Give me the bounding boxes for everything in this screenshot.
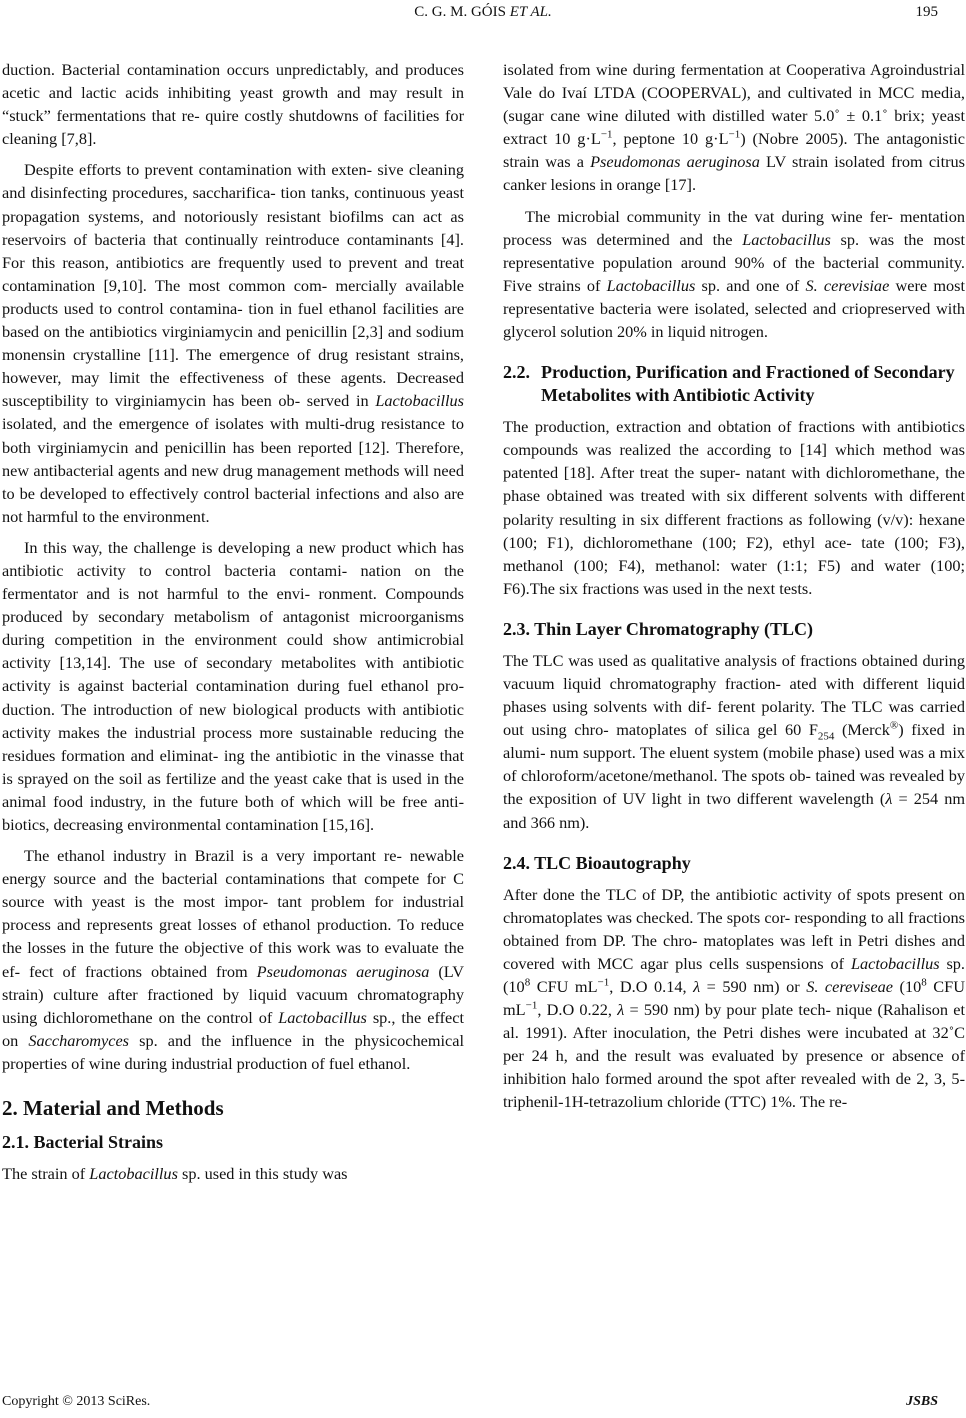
paragraph: In this way, the challenge is developing a new product which has antibiotic activity to control bacteria contami- nation on the fermentator and is not harmful to the envi- ronment. Compounds produced by secondary metabolism of antagonist microorganisms during competition in the environment could show antimicrobial activity [13,14]. The use of secondary metabolites with antibiotic activity is against bacterial contamination during fuel ethanol pro- duction. The introduction of new biological products with antibiotic activity makes the industrial process more sustainable reducing the residues formation and eliminat- ing the antibiotic in the vinasse that is sprayed on the soil as fertilize and the yeast cake that is used in the animal food industry, in the future both of which will be free anti- biotics, decreasing environmental contamination [15,16]. [2,537,464,834]
right-column [503,58,965,1122]
paragraph: The production, extraction and obtation of fractions with antibiotics compounds was realized the according to [14] which method was patented [18]. After treat the super- natant with dichloromethane, the phase obtained was treated with six different solvents with different polarity resulting in six different fractions as following (v/v): hexane (100; F1), dichloromethane (100; F2), ethyl ace- tate (100; F3), methanol (100; F4), methanol: water (1:1; F5) and water (100; F6).The six fractions was used in the next tests. [503,417,965,598]
paragraph: The ethanol industry in Brazil is a very important re- newable energy source and the bacterial contaminations that compete for C source with yeast is the most impor- tant problem for industrial process and represents great losses of ethanol production. To reduce the losses in the future the objective of this work was to evaluate the ef- fect of fractions obtained from Pseudomonas aeruginosa (LV strain) culture after fractioned by liquid vacuum chromatography using dichloromethane on the control of Lactobacillus sp., the effect on Saccharomyces sp. and the influence in the physicochemical properties of wine during industrial production of fuel ethanol. [2,846,465,1073]
journal-abbrev: JSBS [906,1394,938,1409]
paragraph: duction. Bacterial contamination occurs unpredictably, and produces acetic and lactic acids inhibiting yeast growth and may result in “stuck” fermentations that re- quire costly shutdowns of facilities for cleaning [7,8]. [2,60,464,149]
left-column [2,58,464,1193]
et-al: ET AL. [509,4,552,20]
running-head-authors: C. G. M. GÓIS ET AL. [414,4,552,20]
paragraph: The microbial community in the vat during wine fer- mentation process was determined and the Lactobacillus sp. was the most representative population around 90% of the bacterial community. Five strains of Lactobacillus sp. and one of S. cerevisiae were most representative bacteria were isolated, selected and criopreserved with glycerol solution 20% in liquid nitrogen. [503,206,966,342]
copyright: Copyright © 2013 SciRes. [2,1394,151,1409]
section-heading: 2. Material and Methods [2,1096,224,1121]
paragraph: The strain of Lactobacillus sp. used in this study was [2,1164,348,1184]
paragraph: The TLC was used as qualitative analysis of fractions obtained during vacuum liquid chromatography fraction- ated with different liquid phases using solvents with dif- ferent polarity. The TLC was carried out using chro- matoplates of silica gel 60 $F_{254}$ (Merck®) fixed in alumi- num support. The eluent system (mobile phase) used was a mix of chloroform/acetone/methanol. The spots ob- tained was revealed by the exposition of UV light in two different wavelength (λ = 254 nm and 366 nm). [503,650,965,832]
page-number: 195 [915,4,938,20]
page-footer [0,1394,966,1414]
running-head [0,4,966,24]
subsection-heading: 2.3. Thin Layer Chromatography (TLC) [503,618,814,639]
paragraph: After done the TLC of DP, the antibiotic activity of spots present on chromatoplates was checked. The spots cor- responding to all fractions obtained from DP. The chro- matoplates was left in Petri dishes and covered with MCC agar plus cells suspensions of Lactobacillus sp. ($10^8$ CFU $mL^{-1}$, D.O 0.14, λ = 590 nm) or S. cereviseae ($10^8$ CFU $mL^{-1}$, D.O 0.22, λ = 590 nm) by pour plate tech- nique (Rahalison et al. 1991). After inoculation, the Petri dishes were incubated at 32˚C per 24 h, and the result was evaluated by presence or absence of inhibition halo formed around the spot after revealed with de 2, 3, 5-triphenil-1H-tetrazolium chloride (TTC) 1%. The re- [503,884,966,1112]
paragraph: Despite efforts to prevent contamination with exten- sive cleaning and disinfecting procedures, saccharifica- tion tanks, continuous yeast propagation systems, and notoriously resistant biofilms can act as reservoirs of bacteria that continually reintroduce contaminants [4]. For this reason, antibiotics are frequently used to prevent and treat contamination [9,10]. The most common com- mercially available products used to control contamina- tion in fuel ethanol facilities are based on the antibiotics virginiamycin and penicillin [2,3] and sodium monensin crystalline [11]. The emergence of drug resistant strains, however, may limit the effectiveness of these agents. Decreased susceptibility to virginiamycin has been ob- served in Lactobacillus isolated, and the emergence of isolates with multi-drug resistance to both virginiamycin and penicillin has been reported [12]. Therefore, new antibacterial agents and new drug management methods will need to be developed to effectively control bacterial infections and also are not harmful to the environment. [2,160,464,526]
subsection-heading: 2.2. Production, Purification and Fractioned of Secondary Metabolites with Antibiotic Activity [503,362,955,406]
paragraph: isolated from wine during fermentation at Cooperativa Agroindustrial Vale do Ivaí LTDA (COOPERVAL), and cultivated in MCC media, (sugar cane wine diluted with distilled water 5.0˚ ± 0.1˚ brix; yeast extract 10 $g\cdot L^{-1}$, peptone 10 $g\cdot L^{-1}$) (Nobre 2005). The antagonistic strain was a Pseudomonas aeruginosa LV strain isolated from citrus canker lesions in orange [17]. [503,60,965,195]
subsection-heading: 2.1. Bacterial Strains [2,1132,163,1153]
subsection-heading: 2.4. TLC Bioautography [503,852,691,873]
